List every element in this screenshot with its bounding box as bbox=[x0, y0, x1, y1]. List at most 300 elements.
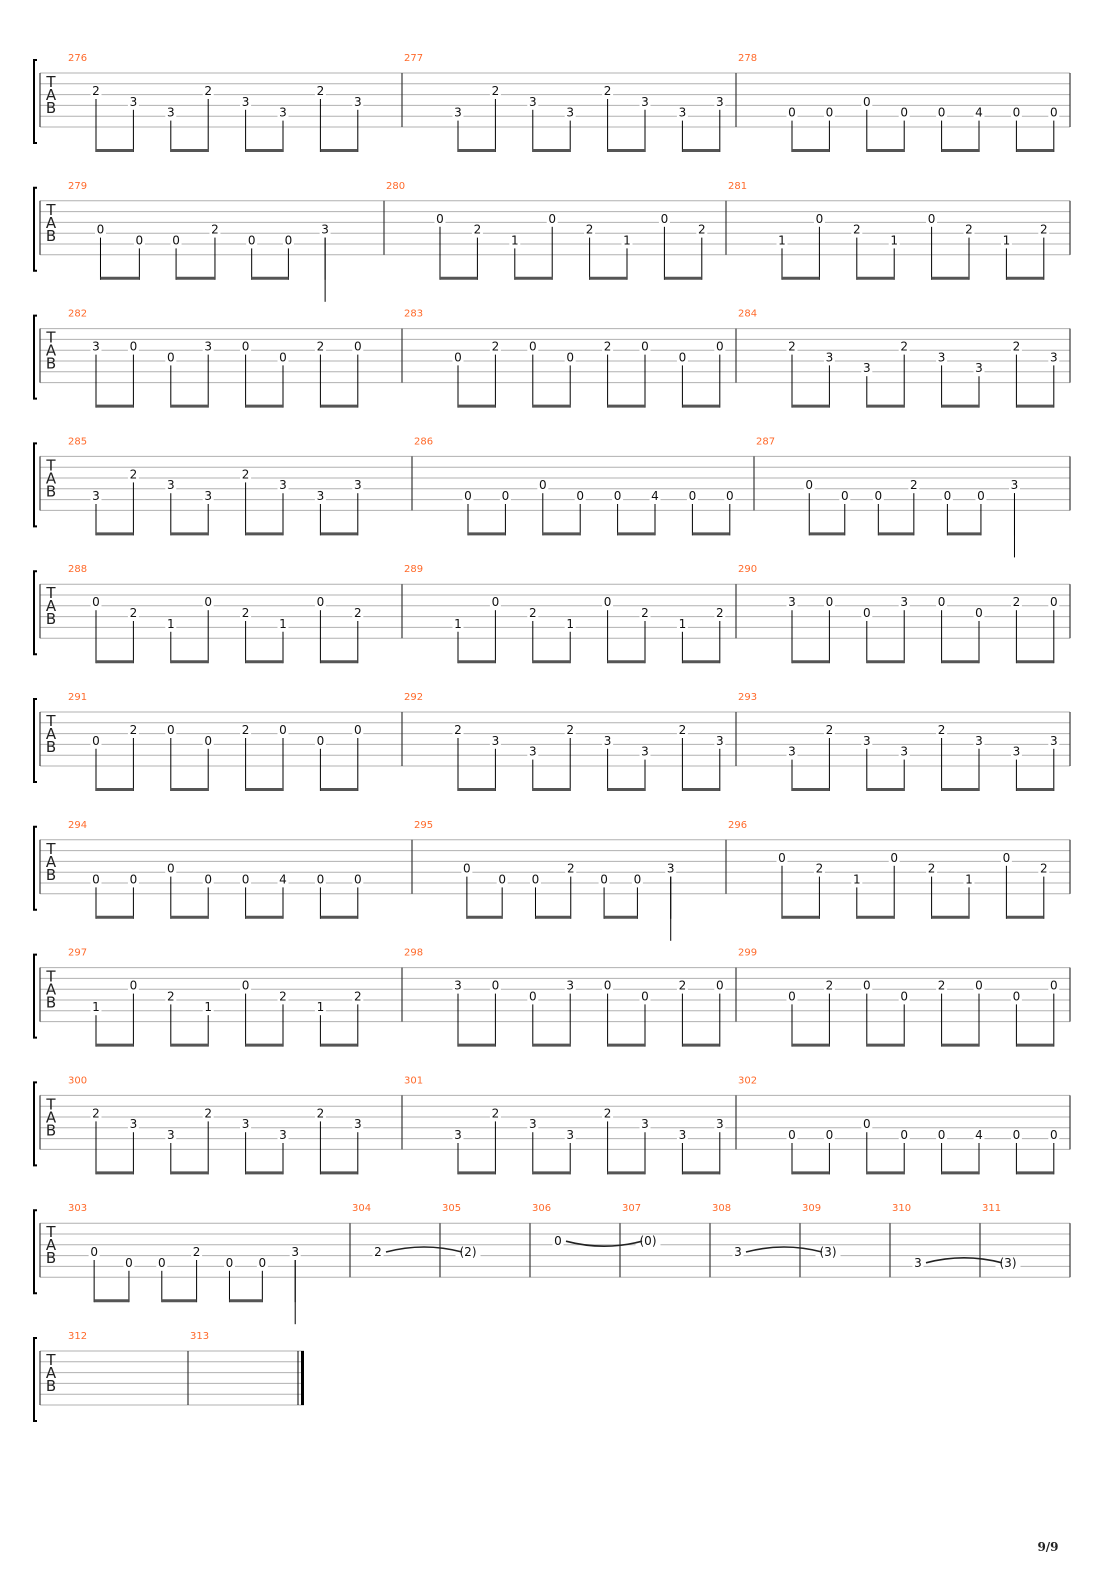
fret-number: 0 bbox=[613, 489, 622, 503]
system-bracket bbox=[34, 1338, 37, 1421]
tab-clef-letter: A bbox=[45, 725, 57, 743]
fret-number: 2 bbox=[603, 1106, 612, 1121]
fret-number: 0 bbox=[943, 489, 952, 503]
tab-clef-letter: B bbox=[45, 354, 57, 373]
tab-clef-letter: B bbox=[45, 993, 57, 1012]
fret-number: 0 bbox=[678, 350, 687, 365]
fret-number: 0 bbox=[1012, 1128, 1021, 1142]
measure-278 bbox=[738, 53, 1070, 152]
fret-number: 3 bbox=[788, 744, 796, 759]
tab-clef-letter: T bbox=[46, 1351, 56, 1369]
fret-number: 3 bbox=[92, 489, 100, 503]
fret-number: 0 bbox=[353, 723, 362, 737]
measure-number: 312 bbox=[68, 1331, 88, 1342]
fret-number: 0 bbox=[554, 1234, 562, 1249]
measure-number: 288 bbox=[68, 564, 88, 576]
fret-number: (3) bbox=[999, 1255, 1017, 1270]
fret-number: 0 bbox=[538, 478, 547, 493]
fret-number: 0 bbox=[204, 733, 213, 748]
measure-281 bbox=[728, 181, 1070, 280]
fret-number: 3 bbox=[788, 595, 796, 610]
tab-clef-letter: T bbox=[46, 584, 56, 603]
fret-number: 2 bbox=[825, 723, 834, 737]
fret-number: 3 bbox=[129, 94, 138, 109]
measure-number: 276 bbox=[68, 53, 88, 64]
tab-clef-letter: T bbox=[46, 1223, 56, 1242]
tab-clef-letter: T bbox=[46, 456, 56, 475]
tab-clef-letter: A bbox=[45, 597, 57, 616]
fret-number: 0 bbox=[92, 872, 100, 887]
measure-301 bbox=[404, 1075, 736, 1174]
fret-number: 0 bbox=[204, 872, 213, 887]
fret-number: 2 bbox=[211, 222, 219, 237]
fret-number: 3 bbox=[566, 105, 575, 120]
system-9 bbox=[34, 1203, 1070, 1324]
system-bracket bbox=[34, 571, 37, 654]
measure-280 bbox=[386, 181, 726, 280]
fret-number: 1 bbox=[454, 616, 462, 631]
fret-number: 2 bbox=[825, 978, 834, 993]
measure-number: 291 bbox=[68, 692, 88, 703]
fret-number: 0 bbox=[641, 989, 649, 1004]
measure-number: 278 bbox=[738, 53, 758, 64]
measure-number: 296 bbox=[728, 819, 748, 831]
fret-number: 3 bbox=[603, 733, 612, 748]
tab-clef-letter: A bbox=[45, 1364, 57, 1382]
fret-number: 0 bbox=[204, 595, 213, 610]
measure-302 bbox=[738, 1075, 1070, 1174]
fret-number: 0 bbox=[90, 1245, 98, 1259]
tab-clef-letter: A bbox=[45, 1108, 57, 1127]
fret-number: 2 bbox=[788, 339, 796, 354]
fret-number: 0 bbox=[778, 850, 786, 865]
measure-number: 297 bbox=[68, 947, 88, 959]
tab-clef-letter: A bbox=[45, 469, 57, 488]
fret-number: 1 bbox=[566, 616, 575, 631]
fret-number: 2 bbox=[678, 978, 687, 993]
fret-number: 3 bbox=[975, 733, 983, 748]
fret-number: 2 bbox=[491, 1106, 500, 1121]
fret-number: 0 bbox=[96, 222, 105, 237]
fret-number: 0 bbox=[501, 489, 510, 503]
fret-number: 1 bbox=[316, 1000, 325, 1015]
system-bracket bbox=[34, 827, 37, 910]
fret-number: 3 bbox=[937, 350, 946, 365]
fret-number: 3 bbox=[1012, 744, 1021, 759]
fret-number: 3 bbox=[666, 861, 675, 876]
system-3 bbox=[34, 436, 1070, 557]
fret-number: 0 bbox=[788, 105, 796, 120]
tab-clef-letter: A bbox=[45, 980, 57, 999]
fret-number: 0 bbox=[464, 489, 472, 503]
measure-number: 292 bbox=[404, 692, 424, 703]
fret-number: 0 bbox=[316, 595, 325, 610]
fret-number: 0 bbox=[166, 723, 175, 737]
fret-number: 0 bbox=[1049, 595, 1058, 610]
fret-number: 2 bbox=[910, 478, 918, 493]
fret-number: 1 bbox=[678, 616, 687, 631]
system-4 bbox=[34, 564, 1070, 663]
measure-number: 300 bbox=[68, 1075, 88, 1087]
fret-number: 3 bbox=[166, 478, 175, 493]
measure-number: 302 bbox=[738, 1075, 758, 1087]
fret-number: 0 bbox=[166, 861, 175, 876]
fret-number: 3 bbox=[528, 94, 537, 109]
fret-number: 1 bbox=[279, 616, 287, 631]
fret-number: 2 bbox=[279, 989, 287, 1004]
system-bracket bbox=[34, 60, 37, 143]
fret-number: 3 bbox=[454, 1128, 462, 1142]
tab-clef-letter: B bbox=[45, 865, 57, 884]
fret-number: 0 bbox=[531, 872, 540, 887]
fret-number: 0 bbox=[279, 350, 287, 365]
measure-number: 290 bbox=[738, 564, 758, 576]
fret-number: 3 bbox=[566, 1128, 575, 1142]
measure-number: 303 bbox=[68, 1203, 88, 1215]
fret-number: 2 bbox=[937, 978, 946, 993]
fret-number: 2 bbox=[316, 1106, 325, 1121]
fret-number: 0 bbox=[1012, 105, 1021, 120]
fret-number: 0 bbox=[815, 211, 824, 226]
fret-number: 3 bbox=[1049, 733, 1058, 748]
fret-number: 0 bbox=[1002, 850, 1011, 865]
fret-number: 3 bbox=[454, 978, 462, 993]
fret-number: 0 bbox=[975, 606, 983, 620]
fret-number: 0 bbox=[225, 1255, 234, 1270]
fret-number: 2 bbox=[697, 222, 706, 237]
system-bracket bbox=[34, 316, 37, 399]
measure-number: 281 bbox=[728, 180, 748, 192]
measure-number: 313 bbox=[190, 1331, 210, 1342]
tab-clef-letter: T bbox=[46, 712, 56, 730]
fret-number: 3 bbox=[641, 1117, 649, 1132]
fret-number: 0 bbox=[463, 861, 471, 876]
tab-clef-letter: A bbox=[45, 1236, 57, 1255]
fret-number: 2 bbox=[603, 84, 612, 98]
measure-number: 299 bbox=[738, 947, 758, 959]
measure-number: 283 bbox=[404, 308, 424, 320]
fret-number: 0 bbox=[688, 489, 697, 503]
fret-number: 0 bbox=[135, 233, 144, 248]
fret-number: 2 bbox=[491, 339, 500, 354]
fret-number: 3 bbox=[204, 489, 213, 503]
system-6 bbox=[34, 820, 1070, 941]
fret-number: 1 bbox=[852, 872, 861, 887]
fret-number: (0) bbox=[639, 1234, 657, 1249]
tab-clef-letter: T bbox=[46, 200, 56, 219]
fret-number: 0 bbox=[825, 595, 834, 610]
fret-number: 0 bbox=[977, 489, 985, 503]
fret-number: 3 bbox=[734, 1245, 742, 1259]
fret-number: 1 bbox=[204, 1000, 213, 1015]
fret-number: 0 bbox=[788, 989, 796, 1004]
fret-number: 2 bbox=[715, 606, 724, 620]
fret-number: 0 bbox=[284, 233, 293, 248]
fret-number: 0 bbox=[603, 595, 612, 610]
measure-number: 306 bbox=[532, 1203, 552, 1215]
fret-number: 2 bbox=[927, 861, 936, 876]
page-number-text: 9/9 bbox=[1037, 1540, 1059, 1554]
fret-number: 3 bbox=[914, 1255, 922, 1270]
fret-number: 3 bbox=[166, 105, 175, 120]
fret-number: 0 bbox=[454, 350, 462, 365]
system-1 bbox=[34, 181, 1070, 302]
fret-number: 0 bbox=[316, 872, 325, 887]
fret-number: 1 bbox=[965, 872, 973, 887]
fret-number: 2 bbox=[641, 606, 649, 620]
fret-number: 0 bbox=[937, 1128, 946, 1142]
tab-clef-letter: B bbox=[45, 226, 57, 245]
fret-number: 2 bbox=[528, 606, 537, 620]
tab-clef-letter: T bbox=[46, 1095, 56, 1114]
measure-number: 293 bbox=[738, 692, 758, 703]
fret-number: 2 bbox=[965, 222, 973, 237]
tab-clef-letter: B bbox=[45, 1121, 57, 1140]
fret-number: 1 bbox=[1002, 233, 1011, 248]
fret-number: 3 bbox=[715, 94, 724, 109]
fret-number: 2 bbox=[129, 467, 138, 482]
fret-number: 2 bbox=[491, 84, 500, 98]
fret-number: 0 bbox=[641, 339, 649, 354]
tie bbox=[386, 1247, 462, 1252]
fret-number: 2 bbox=[900, 339, 909, 354]
fret-number: 0 bbox=[900, 989, 909, 1004]
fret-number: 3 bbox=[279, 478, 287, 493]
measure-303 bbox=[68, 1203, 350, 1324]
system-5 bbox=[34, 692, 1070, 791]
fret-number: 2 bbox=[1039, 861, 1048, 876]
measure-287 bbox=[756, 436, 1070, 557]
system-bracket bbox=[34, 443, 37, 526]
fret-number: 1 bbox=[778, 233, 786, 248]
fret-number: 3 bbox=[641, 94, 649, 109]
fret-number: 0 bbox=[660, 211, 669, 226]
measure-290 bbox=[738, 564, 1070, 663]
tab-clef-letter: T bbox=[46, 839, 56, 858]
fret-number: 0 bbox=[548, 211, 557, 226]
fret-number: 0 bbox=[1049, 105, 1058, 120]
fret-number: 0 bbox=[862, 94, 871, 109]
fret-number: 1 bbox=[166, 616, 175, 631]
measure-number: 309 bbox=[802, 1203, 822, 1215]
fret-number: 2 bbox=[566, 723, 575, 737]
measure-number: 282 bbox=[68, 308, 88, 320]
system-7 bbox=[34, 948, 1070, 1047]
fret-number: 4 bbox=[975, 105, 983, 120]
fret-number: 0 bbox=[528, 989, 537, 1004]
fret-number: 3 bbox=[528, 744, 537, 759]
measure-number: 285 bbox=[68, 436, 88, 448]
fret-number: 3 bbox=[528, 1117, 537, 1132]
measure-292 bbox=[404, 692, 736, 791]
fret-number: 0 bbox=[491, 595, 500, 610]
fret-number: 0 bbox=[157, 1255, 166, 1270]
system-bracket bbox=[34, 699, 37, 782]
measure-295 bbox=[414, 820, 726, 941]
fret-number: 3 bbox=[641, 744, 649, 759]
system-8 bbox=[34, 1075, 1070, 1174]
fret-number: 0 bbox=[600, 872, 608, 887]
measure-297 bbox=[68, 948, 402, 1047]
fret-number: 0 bbox=[1049, 978, 1058, 993]
measure-296 bbox=[728, 820, 1070, 919]
fret-number: 2 bbox=[241, 723, 250, 737]
measure-number: 311 bbox=[982, 1203, 1002, 1215]
tab-clef-letter: A bbox=[45, 213, 57, 232]
fret-number: 0 bbox=[715, 339, 724, 354]
fret-number: 2 bbox=[815, 861, 824, 876]
measure-number: 298 bbox=[404, 947, 424, 959]
fret-number: 0 bbox=[125, 1255, 133, 1270]
fret-number: 0 bbox=[825, 1128, 834, 1142]
measure-number: 294 bbox=[68, 819, 88, 831]
fret-number: 0 bbox=[92, 595, 100, 610]
fret-number: 3 bbox=[321, 222, 329, 237]
fret-number: 2 bbox=[92, 1106, 100, 1121]
measure-300 bbox=[68, 1075, 402, 1174]
fret-number: 0 bbox=[241, 872, 250, 887]
fret-number: 0 bbox=[927, 211, 936, 226]
measure-276 bbox=[68, 53, 402, 152]
fret-number: 0 bbox=[1012, 989, 1021, 1004]
measure-number: 277 bbox=[404, 53, 424, 64]
system-bracket bbox=[34, 955, 37, 1038]
system-bracket bbox=[34, 188, 37, 271]
fret-number: 3 bbox=[454, 105, 462, 120]
fret-number: 3 bbox=[166, 1128, 175, 1142]
fret-number: 3 bbox=[241, 1117, 250, 1132]
fret-number: 2 bbox=[316, 84, 325, 98]
tab-clef-letter: B bbox=[45, 99, 57, 117]
fret-number: 0 bbox=[166, 350, 175, 365]
fret-number: 0 bbox=[862, 978, 871, 993]
measure-279 bbox=[68, 181, 384, 302]
fret-number: 3 bbox=[129, 1117, 138, 1132]
fret-number: 4 bbox=[975, 1128, 983, 1142]
measure-number: 280 bbox=[386, 180, 406, 192]
fret-number: 2 bbox=[1039, 222, 1048, 237]
fret-number: 0 bbox=[241, 978, 250, 993]
tab-clef-letter: B bbox=[45, 1249, 57, 1268]
fret-number: 3 bbox=[715, 1117, 724, 1132]
measure-285 bbox=[68, 436, 412, 535]
measure-number: 310 bbox=[892, 1203, 912, 1215]
fret-number: 0 bbox=[528, 339, 537, 354]
page-number bbox=[1028, 1536, 1068, 1556]
fret-number: 3 bbox=[678, 1128, 687, 1142]
fret-number: 2 bbox=[353, 989, 362, 1004]
fret-number: 0 bbox=[874, 489, 883, 503]
fret-number: 0 bbox=[725, 489, 734, 503]
fret-number: 0 bbox=[172, 233, 180, 248]
fret-number: 3 bbox=[279, 1128, 287, 1142]
fret-number: 3 bbox=[241, 94, 250, 109]
fret-number: 0 bbox=[633, 872, 642, 887]
fret-number: 0 bbox=[129, 872, 138, 887]
fret-number: 0 bbox=[862, 606, 871, 620]
tie bbox=[926, 1258, 1002, 1263]
tab-clef-letter: T bbox=[46, 73, 56, 91]
fret-number: 2 bbox=[603, 339, 612, 354]
fret-number: 1 bbox=[92, 1000, 100, 1015]
measure-288 bbox=[68, 564, 402, 663]
fret-number: 0 bbox=[353, 339, 362, 354]
measure-298 bbox=[404, 948, 736, 1047]
page-number-graphic bbox=[1028, 1536, 1068, 1556]
fret-number: 2 bbox=[566, 861, 575, 876]
measure-284 bbox=[738, 309, 1070, 408]
fret-number: 2 bbox=[1012, 595, 1021, 610]
fret-number: 2 bbox=[454, 723, 462, 737]
fret-number: 4 bbox=[279, 872, 287, 887]
tab-clef-letter: A bbox=[45, 852, 57, 871]
fret-number: 2 bbox=[374, 1245, 382, 1259]
system-bracket bbox=[34, 1082, 37, 1165]
fret-number: 3 bbox=[92, 339, 100, 354]
system-bracket bbox=[34, 1210, 37, 1293]
fret-number: 2 bbox=[192, 1245, 201, 1259]
fret-number: 0 bbox=[788, 1128, 796, 1142]
tab-clef-letter: B bbox=[45, 1377, 57, 1395]
fret-number: 2 bbox=[204, 84, 213, 98]
fret-number: 3 bbox=[566, 978, 575, 993]
fret-number: 2 bbox=[1012, 339, 1021, 354]
fret-number: 0 bbox=[241, 339, 250, 354]
tab-clef-letter: T bbox=[46, 967, 56, 986]
measure-299 bbox=[738, 948, 1070, 1047]
fret-number: 3 bbox=[204, 339, 213, 354]
measure-number: 284 bbox=[738, 308, 758, 320]
measure-number: 301 bbox=[404, 1075, 424, 1087]
fret-number: 1 bbox=[623, 233, 631, 248]
fret-number: 3 bbox=[353, 478, 362, 493]
measure-277 bbox=[404, 53, 736, 152]
system-0 bbox=[34, 53, 1070, 152]
fret-number: 0 bbox=[937, 595, 946, 610]
fret-number: 0 bbox=[129, 339, 138, 354]
fret-number: 0 bbox=[715, 978, 724, 993]
fret-number: 0 bbox=[576, 489, 585, 503]
measure-283 bbox=[404, 309, 736, 408]
measure-number: 295 bbox=[414, 819, 434, 831]
fret-number: 0 bbox=[353, 872, 362, 887]
fret-number: 0 bbox=[825, 105, 834, 120]
fret-number: 2 bbox=[678, 723, 687, 737]
fret-number: 3 bbox=[1049, 350, 1058, 365]
fret-number: 2 bbox=[316, 339, 325, 354]
tab-clef-letter: A bbox=[45, 86, 57, 104]
fret-number: 0 bbox=[129, 978, 138, 993]
fret-number: 3 bbox=[678, 105, 687, 120]
fret-number: 2 bbox=[92, 84, 100, 98]
fret-number: 2 bbox=[852, 222, 861, 237]
tab-clef-letter: A bbox=[45, 341, 57, 360]
fret-number: 2 bbox=[585, 222, 594, 237]
fret-number: 4 bbox=[651, 489, 659, 503]
fret-number: 2 bbox=[241, 606, 250, 620]
fret-number: 0 bbox=[603, 978, 612, 993]
fret-number: 1 bbox=[510, 233, 519, 248]
fret-number: 0 bbox=[92, 733, 100, 748]
fret-number: 3 bbox=[900, 595, 909, 610]
measure-number: 308 bbox=[712, 1203, 732, 1215]
fret-number: 1 bbox=[890, 233, 899, 248]
fret-number: 3 bbox=[316, 489, 325, 503]
fret-number: 0 bbox=[247, 233, 256, 248]
tab-clef-letter: B bbox=[45, 610, 57, 629]
fret-number: 0 bbox=[498, 872, 506, 887]
measure-number: 286 bbox=[414, 436, 434, 448]
